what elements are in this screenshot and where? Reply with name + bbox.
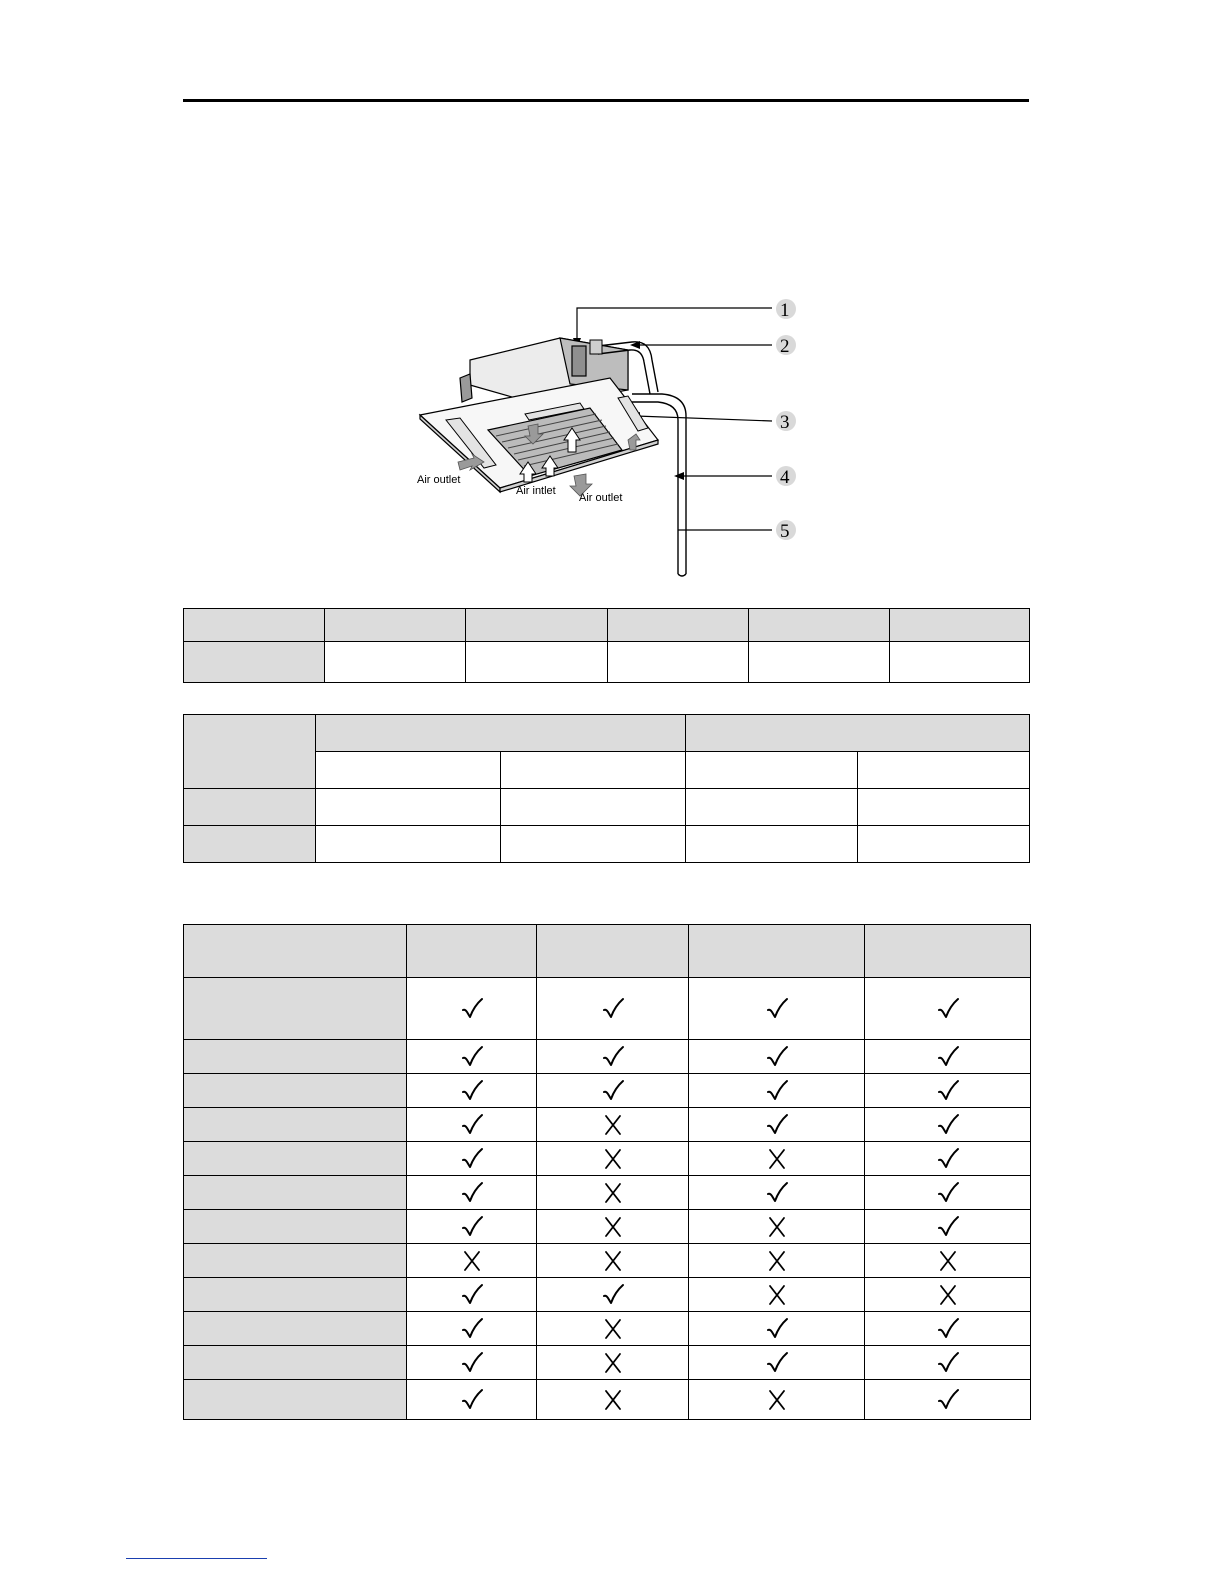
check-mark-icon [460,1113,484,1137]
support-cell [537,1346,689,1380]
table-cell [749,642,890,683]
callout-1: 1 [780,300,790,321]
support-cell [865,1312,1031,1346]
check-mark-icon [765,997,789,1021]
support-cell [865,1108,1031,1142]
support-cell [407,1380,537,1420]
check-mark-icon [936,1113,960,1137]
table-row [184,1142,1031,1176]
support-cell [407,1278,537,1312]
check-mark-icon [460,1283,484,1307]
table-row [184,1176,1031,1210]
cross-mark-icon [936,1249,960,1273]
table-header-cell [407,925,537,978]
feature-support-table [183,924,1031,1420]
table-row [184,789,1030,826]
check-mark-icon [936,1079,960,1103]
table-cell [316,752,501,789]
table-cell [858,826,1030,863]
check-mark-icon [936,1147,960,1171]
table-cell [858,789,1030,826]
table-cell [501,789,686,826]
support-cell [407,1346,537,1380]
support-cell [865,1278,1031,1312]
cross-mark-icon [936,1283,960,1307]
check-mark-icon [601,1045,625,1069]
table-cell [316,789,501,826]
check-mark-icon [460,1079,484,1103]
support-cell [537,1244,689,1278]
row-label-cell [184,1176,407,1210]
callout-5: 5 [780,521,790,542]
check-mark-icon [936,1351,960,1375]
table-cell [608,609,749,642]
table-row [184,609,1030,642]
cross-mark-icon [460,1249,484,1273]
support-cell [689,1312,865,1346]
cross-mark-icon [601,1317,625,1341]
row-label-cell [184,1278,407,1312]
table-row [184,1312,1031,1346]
check-mark-icon [936,1215,960,1239]
check-mark-icon [765,1317,789,1341]
support-cell [689,1278,865,1312]
row-label-cell [184,1312,407,1346]
support-cell [537,1210,689,1244]
check-mark-icon [765,1181,789,1205]
cross-mark-icon [765,1249,789,1273]
table-row [184,1346,1031,1380]
row-label-cell [184,1142,407,1176]
support-cell [407,1176,537,1210]
support-cell [865,1346,1031,1380]
footer-link-underline [126,1558,267,1559]
check-mark-icon [460,997,484,1021]
table-header-cell [689,925,865,978]
cross-mark-icon [601,1113,625,1137]
support-cell [537,1108,689,1142]
table-row [184,1380,1031,1420]
table-cell [890,642,1030,683]
cassette-unit-diagram [400,290,820,580]
table-header-cell [537,925,689,978]
support-cell [537,1278,689,1312]
table-row [184,1074,1031,1108]
support-cell [407,1244,537,1278]
table-cell [686,715,1030,752]
check-mark-icon [765,1113,789,1137]
table-cell [316,826,501,863]
support-cell [865,978,1031,1040]
check-mark-icon [460,1147,484,1171]
table-header-row [184,925,1031,978]
table-row [184,1278,1031,1312]
row-label-cell [184,1380,407,1420]
table-cell [316,715,686,752]
support-cell [689,1108,865,1142]
table-cell [749,609,890,642]
check-mark-icon [601,997,625,1021]
check-mark-icon [460,1045,484,1069]
support-cell [689,1380,865,1420]
table-row [184,826,1030,863]
support-cell [537,1312,689,1346]
table-row [184,1210,1031,1244]
cross-mark-icon [601,1388,625,1412]
check-mark-icon [460,1388,484,1412]
cross-mark-icon [765,1215,789,1239]
table-cell [184,715,316,789]
row-label-cell [184,1210,407,1244]
check-mark-icon [601,1079,625,1103]
table-header-cell [865,925,1031,978]
cross-mark-icon [765,1283,789,1307]
cross-mark-icon [601,1351,625,1375]
check-mark-icon [765,1351,789,1375]
support-cell [407,1108,537,1142]
support-cell [407,1142,537,1176]
table-cell [686,789,858,826]
table-cell [608,642,749,683]
support-cell [407,1312,537,1346]
cross-mark-icon [601,1249,625,1273]
row-label-cell [184,1244,407,1278]
support-cell [689,1244,865,1278]
check-mark-icon [460,1317,484,1341]
table-cell [184,642,325,683]
support-cell [865,1244,1031,1278]
cross-mark-icon [765,1388,789,1412]
support-cell [407,1040,537,1074]
table-cell [466,642,608,683]
support-cell [689,1040,865,1074]
callout-3: 3 [780,412,790,433]
support-cell [537,1074,689,1108]
callout-2: 2 [780,336,790,357]
support-cell [865,1210,1031,1244]
table-cell [501,752,686,789]
support-cell [689,1210,865,1244]
support-cell [537,1380,689,1420]
support-cell [865,1040,1031,1074]
cross-mark-icon [601,1181,625,1205]
table-cell [686,826,858,863]
check-mark-icon [936,1181,960,1205]
cross-mark-icon [765,1147,789,1171]
row-label-cell [184,1040,407,1074]
table-cell [325,642,466,683]
support-cell [537,1040,689,1074]
table-cell [858,752,1030,789]
row-label-cell [184,978,407,1040]
check-mark-icon [460,1181,484,1205]
check-mark-icon [460,1351,484,1375]
air-inlet-label: Air intlet [516,485,556,497]
support-cell [865,1176,1031,1210]
table-cell [184,609,325,642]
row-label-cell [184,1074,407,1108]
row-label-cell [184,1346,407,1380]
callout-4: 4 [780,467,790,488]
support-cell [407,978,537,1040]
table-cell [325,609,466,642]
support-cell [689,1074,865,1108]
support-cell [407,1210,537,1244]
support-cell [407,1074,537,1108]
check-mark-icon [936,1317,960,1341]
table-cell [501,826,686,863]
header-rule [183,99,1029,102]
table-cell [890,609,1030,642]
air-outlet-label-right: Air outlet [579,492,623,504]
support-cell [537,1142,689,1176]
spec-table-2 [183,714,1030,863]
support-cell [865,1074,1031,1108]
table-row [184,715,1030,752]
row-label-cell [184,1108,407,1142]
table-cell [184,789,316,826]
air-outlet-label-left: Air outlet [417,474,461,486]
spec-table-1 [183,608,1030,683]
support-cell [689,978,865,1040]
table-row [184,978,1031,1040]
table-cell [184,826,316,863]
support-cell [865,1142,1031,1176]
cross-mark-icon [601,1147,625,1171]
support-cell [689,1346,865,1380]
support-cell [689,1142,865,1176]
table-row [184,1244,1031,1278]
support-cell [537,978,689,1040]
check-mark-icon [460,1215,484,1239]
check-mark-icon [765,1045,789,1069]
table-row [184,642,1030,683]
support-cell [537,1176,689,1210]
table-header-cell [184,925,407,978]
support-cell [865,1380,1031,1420]
cross-mark-icon [601,1215,625,1239]
check-mark-icon [936,997,960,1021]
table-cell [466,609,608,642]
check-mark-icon [936,1388,960,1412]
check-mark-icon [765,1079,789,1103]
callout-markers [776,299,796,542]
table-cell [686,752,858,789]
support-cell [689,1176,865,1210]
table-row [184,1108,1031,1142]
table-row [184,1040,1031,1074]
check-mark-icon [601,1283,625,1307]
check-mark-icon [936,1045,960,1069]
